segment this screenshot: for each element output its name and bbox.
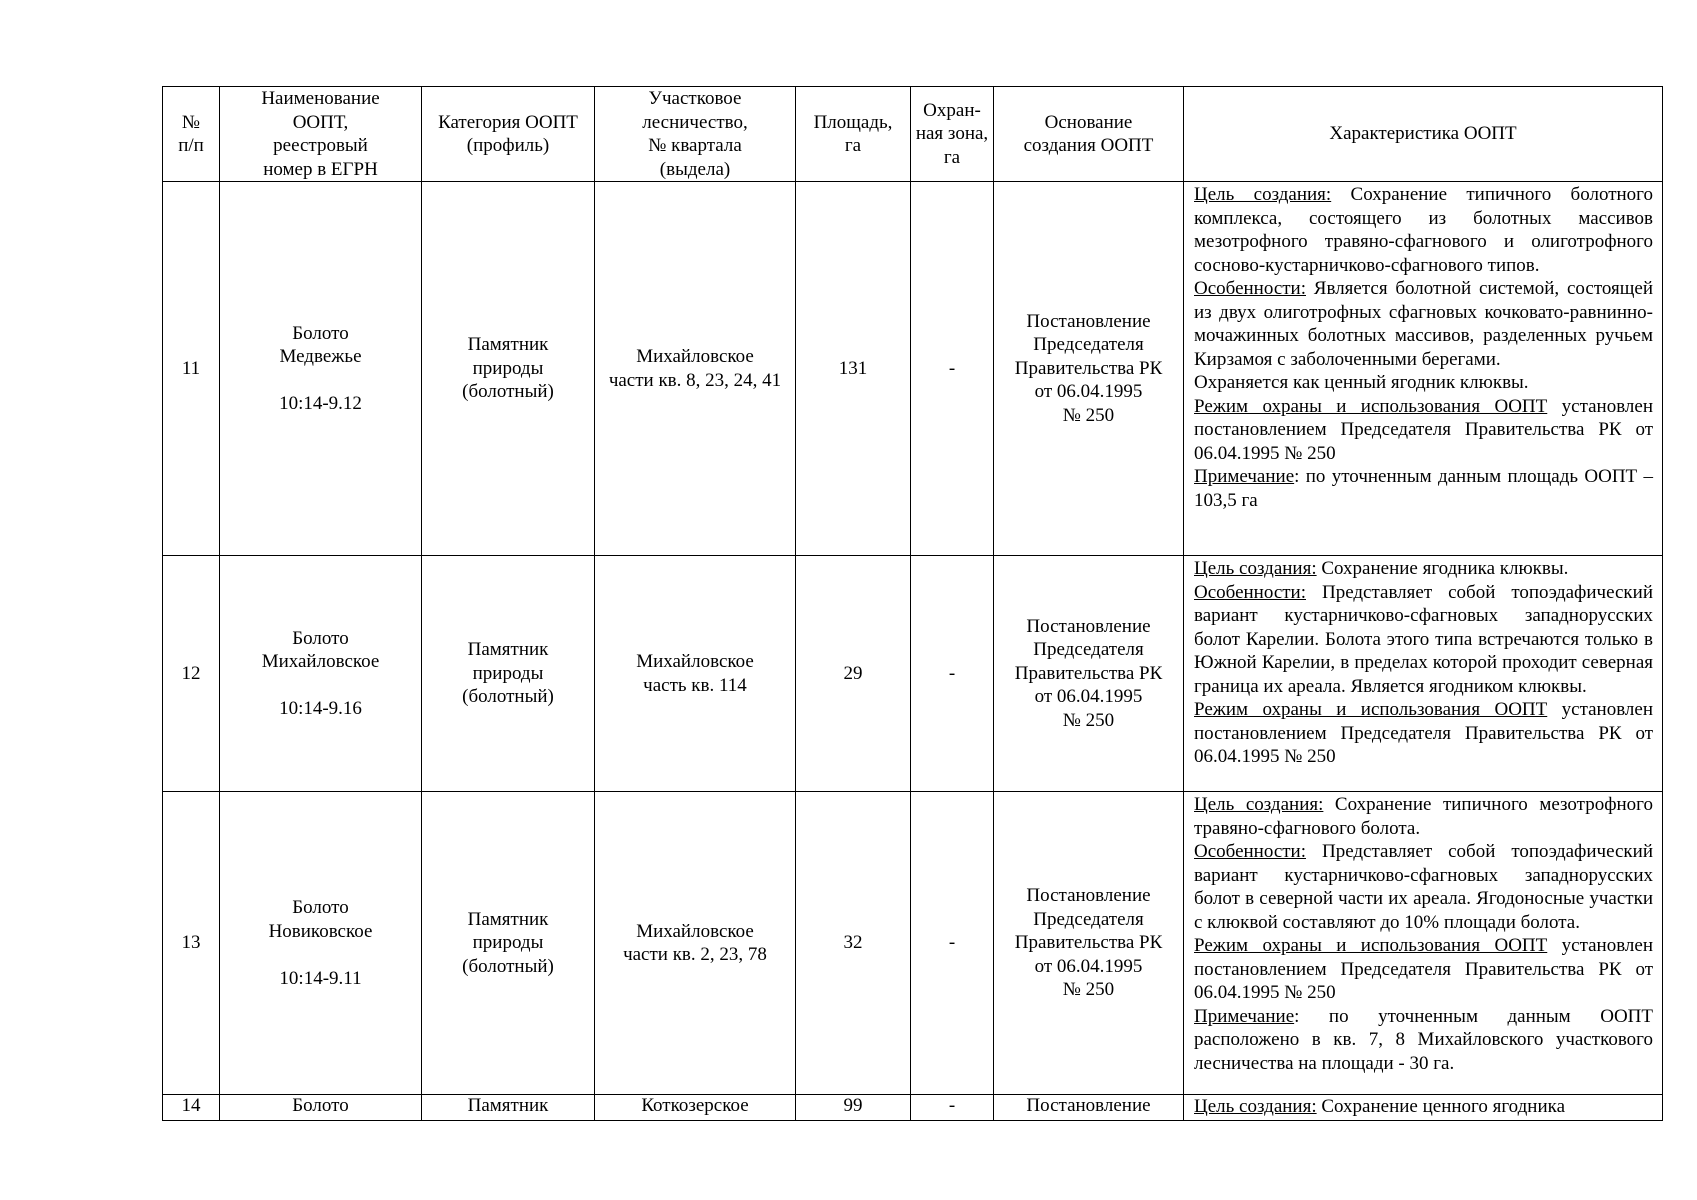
char-paragraph: Цель создания: Сохранение ценного ягодника [1194, 1096, 1566, 1117]
table-row [163, 182, 1663, 556]
row-name: Болото Медвежье 10:14-9.12 [220, 182, 422, 556]
row-area: 99 [796, 1095, 911, 1121]
row-category: Памятник природы (болотный) [422, 556, 595, 792]
char-paragraph: Цель создания: Сохранение ягодника клюквы. [1194, 558, 1569, 579]
char-paragraph: Режим охраны и использования ООПТ установлен постановлением Председателя Правительства РК от 06.04.1995 № 250 [1194, 395, 1654, 464]
row-area: 32 [796, 792, 911, 1095]
row-num: 13 [163, 792, 220, 1095]
row-basis: Постановление Председателя Правительства РК от 06.04.1995 № 250 [994, 556, 1184, 792]
row-zone: - [911, 792, 994, 1095]
table-row [163, 1095, 1663, 1121]
row-basis: Постановление [994, 1095, 1184, 1121]
row-basis: Постановление Председателя Правительства РК от 06.04.1995 № 250 [994, 182, 1184, 556]
char-paragraph: Цель создания: Сохранение типичного болотного комплекса, состоящего из болотных массивов мезотрофного травяно-сфагнового и олиготрофного сосново-кустарничково-сфагнового типов. [1194, 184, 1653, 276]
row-area: 131 [796, 182, 911, 556]
row-characteristic [1184, 1095, 1663, 1121]
table-header [163, 87, 1663, 182]
row-name: Болото [220, 1095, 422, 1121]
header-name: Наименование ООПТ, реестровый номер в ЕГРН [220, 87, 422, 182]
table-row [163, 792, 1663, 1095]
char-paragraph: Особенности: Представляет собой топоэдафический вариант кустарничково-сфагновых западнорусских болот Карелии. Болота этого типа встречаются только в Южной Карелии, в пределах которой проходит северная граница их ареала. Является ягодником клюквы. [1194, 581, 1653, 697]
row-category: Памятник [422, 1095, 595, 1121]
row-zone: - [911, 1095, 994, 1121]
header-area: Площадь, га [796, 87, 911, 182]
row-forestry: Михайловское часть кв. 114 [595, 556, 796, 792]
char-paragraph: Режим охраны и использования ООПТ установлен постановлением Председателя Правительства РК от 06.04.1995 № 250 [1194, 935, 1654, 1003]
header-forestry: Участковое лесничество, № квартала (выдела) [595, 87, 796, 182]
table-row [163, 556, 1663, 792]
row-characteristic [1184, 182, 1663, 556]
row-num: 12 [163, 556, 220, 792]
char-paragraph: Особенности: Представляет собой топоэдафический вариант кустарничково-сфагновых западнорусских болот в северной части их ареала. Ягодоносные участки с клюквой составляют до 10% площади болота. [1194, 841, 1653, 933]
row-forestry: Михайловское части кв. 8, 23, 24, 41 [595, 182, 796, 556]
row-name: Болото Новиковское 10:14-9.11 [220, 792, 422, 1095]
char-paragraph: Охраняется как ценный ягодник клюквы. [1194, 372, 1529, 393]
row-category: Памятник природы (болотный) [422, 182, 595, 556]
char-paragraph: Особенности: Является болотной системой, состоящей из двух олиготрофных сфагновых кочковато-равнинно-мочажинных болотных массивов, разделенных ручьем Кирзамоя с заболоченными берегами. [1194, 278, 1653, 370]
char-paragraph: Примечание: по уточненным данным ООПТ расположено в кв. 7, 8 Михайловского участкового лесничества на площади - 30 га. [1194, 1005, 1653, 1074]
header-zone: Охран- ная зона, га [911, 87, 994, 182]
row-characteristic [1184, 792, 1663, 1095]
header-num: № п/п [163, 87, 220, 182]
row-name: Болото Михайловское 10:14-9.16 [220, 556, 422, 792]
row-forestry: Коткозерское [595, 1095, 796, 1121]
row-zone: - [911, 182, 994, 556]
header-category: Категория ООПТ (профиль) [422, 87, 595, 182]
char-paragraph: Примечание: по уточненным данным площадь ООПТ – 103,5 га [1194, 466, 1653, 511]
oopt-table [162, 86, 1663, 1121]
row-num: 14 [163, 1095, 220, 1121]
header-basis: Основание создания ООПТ [994, 87, 1184, 182]
row-basis: Постановление Председателя Правительства РК от 06.04.1995 № 250 [994, 792, 1184, 1095]
row-forestry: Михайловское части кв. 2, 23, 78 [595, 792, 796, 1095]
char-paragraph: Режим охраны и использования ООПТ установлен постановлением Председателя Правительства РК от 06.04.1995 № 250 [1194, 699, 1654, 767]
char-paragraph: Цель создания: Сохранение типичного мезотрофного травяно-сфагнового болота. [1194, 794, 1653, 839]
row-category: Памятник природы (болотный) [422, 792, 595, 1095]
header-characteristic: Характеристика ООПТ [1184, 87, 1663, 182]
row-characteristic [1184, 556, 1663, 792]
row-zone: - [911, 556, 994, 792]
row-area: 29 [796, 556, 911, 792]
row-num: 11 [163, 182, 220, 556]
